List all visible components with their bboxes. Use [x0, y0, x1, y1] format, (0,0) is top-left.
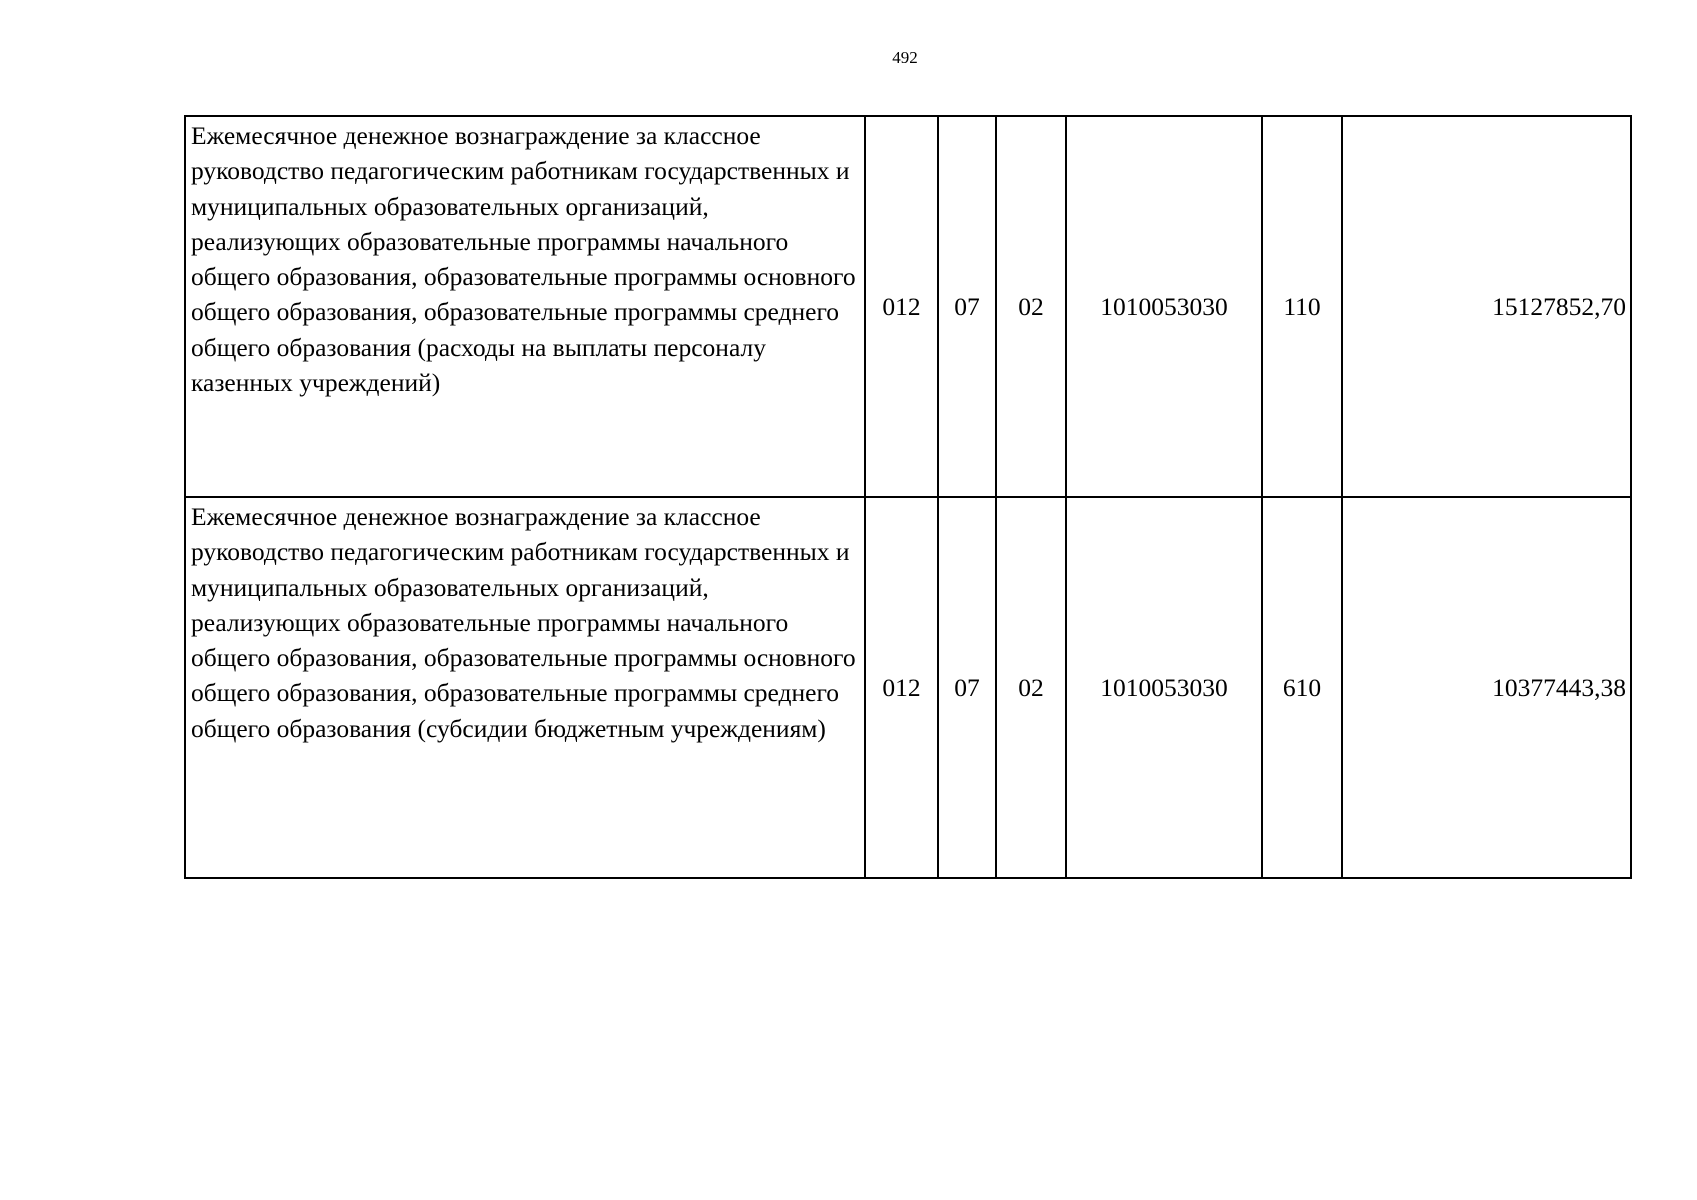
row-description: Ежемесячное денежное вознаграждение за классное руководство педагогическим работникам государственных и муниципальных образовательных организаций, реализующих образовательные программы начального общего образования, образовательные программы основного общего образования, образовательные программы среднего общего образования (расходы на выплаты персоналу казенных учреждений) — [185, 116, 865, 497]
row-target-article-code: 1010053030 — [1066, 116, 1262, 497]
row-section-code: 07 — [938, 497, 996, 878]
row-target-article-code: 1010053030 — [1066, 497, 1262, 878]
row-subsection-code: 02 — [996, 116, 1066, 497]
table-row — [185, 116, 1631, 497]
row-subsection-code: 02 — [996, 497, 1066, 878]
row-section-code: 07 — [938, 116, 996, 497]
table-row — [185, 497, 1631, 878]
budget-table — [184, 115, 1632, 879]
row-expense-type-code: 610 — [1262, 497, 1342, 878]
row-expense-type-code: 110 — [1262, 116, 1342, 497]
row-ved-code: 012 — [865, 497, 938, 878]
page-number: 492 — [892, 48, 918, 67]
row-ved-code: 012 — [865, 116, 938, 497]
row-amount: 10377443,38 — [1342, 497, 1631, 878]
row-description: Ежемесячное денежное вознаграждение за классное руководство педагогическим работникам государственных и муниципальных образовательных организаций, реализующих образовательные программы начального общего образования, образовательные программы основного общего образования, образовательные программы среднего общего образования (субсидии бюджетным учреждениям) — [185, 497, 865, 878]
row-amount: 15127852,70 — [1342, 116, 1631, 497]
